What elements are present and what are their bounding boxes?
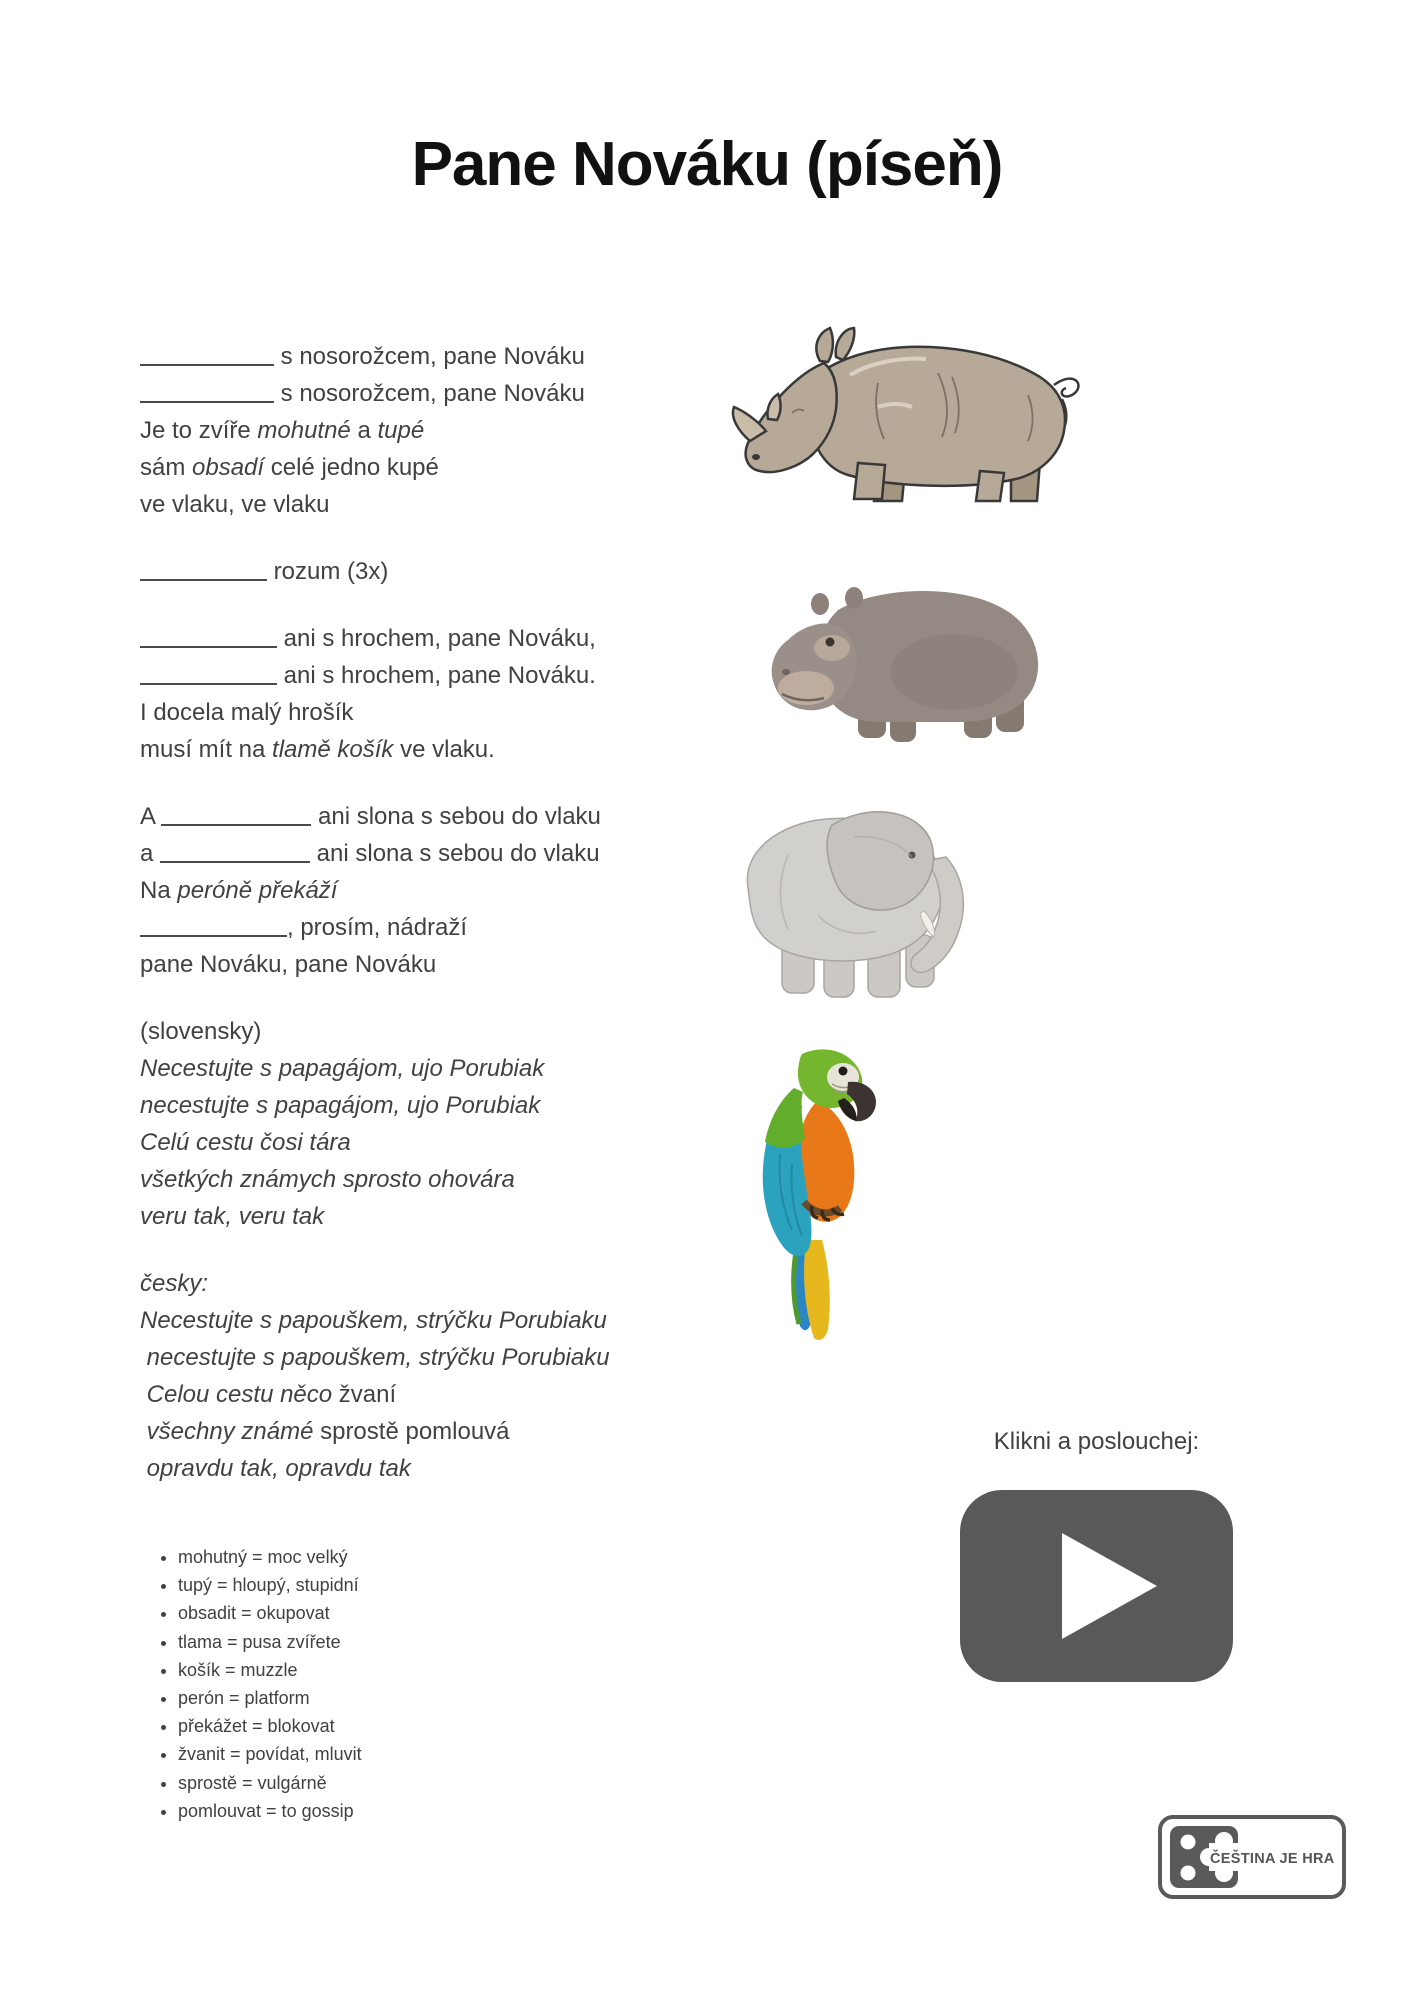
lyric-line <box>140 375 610 412</box>
lyric-text: Necestujte s papagájom, ujo Porubiak <box>140 1055 545 1082</box>
lyric-line <box>140 553 610 590</box>
elephant-image <box>728 795 976 1003</box>
lyric-text: pane Nováku, pane Nováku <box>140 951 437 978</box>
vocab-item: • tlama = pusa zvířete <box>178 1628 362 1656</box>
lyric-text: (slovensky) <box>140 1018 262 1045</box>
lyric-line <box>140 1302 610 1339</box>
parrot-image <box>742 1044 892 1346</box>
lyric-text: A <box>140 803 162 830</box>
lyric-line <box>140 946 610 983</box>
hippo-shading <box>890 634 1018 710</box>
lyric-line <box>140 620 610 657</box>
logo-dot-bottom <box>1181 1866 1196 1881</box>
lyric-line <box>140 1050 610 1087</box>
rhino-nostril <box>752 454 760 460</box>
lyric-text: peróně překáží <box>177 877 338 904</box>
parrot-wing-green <box>765 1088 805 1148</box>
vocab-item: • žvanit = povídat, mluvit <box>178 1740 362 1768</box>
lyric-text: necestujte s papouškem, strýčku Porubiaku <box>140 1344 610 1371</box>
fill-in-blank <box>161 804 311 826</box>
lyric-text: žvaní <box>338 1381 397 1408</box>
fill-in-blank <box>140 626 277 648</box>
lyric-text: necestujte s papagájom, ujo Porubiak <box>140 1092 541 1119</box>
lyric-line <box>140 835 610 872</box>
lyric-text: musí mít na <box>140 736 273 763</box>
hippo-eye <box>826 638 835 647</box>
lyric-text: celé jedno kupé <box>264 454 439 481</box>
lyric-text: ani s hrochem, pane Nováku. <box>277 662 596 689</box>
lyric-text: mohutné <box>257 417 351 444</box>
elephant-ear <box>827 812 933 910</box>
hippo-image <box>768 572 1046 748</box>
lyric-line <box>140 1198 610 1235</box>
play-icon <box>1062 1533 1157 1639</box>
lyric-line <box>140 486 610 523</box>
fill-in-blank <box>140 663 277 685</box>
parrot-eye <box>839 1067 848 1076</box>
lyric-line <box>140 872 610 909</box>
stanza <box>140 553 610 590</box>
lyric-line <box>140 1413 610 1450</box>
lyric-text: tupé <box>377 417 425 444</box>
lyric-text: sprostě pomlouvá <box>320 1418 510 1445</box>
fill-in-blank <box>140 915 287 937</box>
lyric-text: ani s hrochem, pane Nováku, <box>277 625 596 652</box>
lyric-text: I docela malý hrošík <box>140 699 354 726</box>
logo-text: ČEŠTINA JE HRA <box>1210 1851 1335 1867</box>
lyric-text: ani slona s sebou do vlaku <box>310 840 600 867</box>
vocab-item: • tupý = hloupý, stupidní <box>178 1571 362 1599</box>
lyric-line <box>140 1087 610 1124</box>
lyric-text: rozum (3x) <box>267 558 389 585</box>
stanza <box>140 1265 610 1487</box>
listen-label: Klikni a poslouchej: <box>993 1428 1200 1455</box>
rhino-body <box>803 347 1065 486</box>
fill-in-blank <box>160 841 310 863</box>
lyric-text: česky: <box>140 1270 209 1297</box>
stanza <box>140 798 610 983</box>
lyric-line <box>140 1013 610 1050</box>
vocab-item: • perón = platform <box>178 1684 362 1712</box>
lyric-line <box>140 338 610 375</box>
fill-in-blank <box>140 344 274 366</box>
lyric-line <box>140 1161 610 1198</box>
lyric-text: tlamě košík <box>272 736 394 763</box>
lyric-text: Je to zvíře <box>140 417 258 444</box>
lyric-line <box>140 1124 610 1161</box>
hippo-nostril <box>782 669 790 675</box>
vocab-list <box>140 1543 362 1825</box>
lyric-text: všetkých známych sprosto ohovára <box>140 1166 515 1193</box>
lyric-text: obsadí <box>192 454 265 481</box>
vocab-item: • mohutný = moc velký <box>178 1543 362 1571</box>
lyric-text: ani slona s sebou do vlaku <box>311 803 601 830</box>
lyric-text: s nosorožcem, pane Nováku <box>274 380 585 407</box>
lyric-line <box>140 657 610 694</box>
cestina-je-hra-logo[interactable] <box>1157 1813 1349 1901</box>
lyric-text: Necestujte s papouškem, strýčku Porubiaku <box>140 1307 607 1334</box>
stanza <box>140 620 610 768</box>
lyric-line <box>140 449 610 486</box>
lyric-line <box>140 1450 610 1487</box>
lyrics <box>140 338 610 1517</box>
lyric-line <box>140 798 610 835</box>
fill-in-blank <box>140 381 274 403</box>
lyric-text: veru tak, veru tak <box>140 1203 325 1230</box>
stanza <box>140 338 610 523</box>
vocab-item: • obsadit = okupovat <box>178 1599 362 1627</box>
vocab-item: • pomlouvat = to gossip <box>178 1797 362 1825</box>
lyric-text: všechny známé <box>140 1418 321 1445</box>
lyric-text: opravdu tak, opravdu tak <box>140 1455 411 1482</box>
fill-in-blank <box>140 559 267 581</box>
lyric-line <box>140 1265 610 1302</box>
lyric-line <box>140 1339 610 1376</box>
lyric-line <box>140 412 610 449</box>
vocab-item: • překážet = blokovat <box>178 1712 362 1740</box>
vocab-item: • sprostě = vulgárně <box>178 1769 362 1797</box>
page-title: Pane Nováku (píseň) <box>411 130 1003 199</box>
lyric-text: sám <box>140 454 193 481</box>
logo-dot-top <box>1181 1835 1196 1850</box>
lyric-text: a <box>350 417 378 444</box>
rhino-image <box>728 315 1086 507</box>
lyric-text: Na <box>140 877 178 904</box>
vocab-item: • košík = muzzle <box>178 1656 362 1684</box>
lyric-line <box>140 909 610 946</box>
lyric-text: s nosorožcem, pane Nováku <box>274 343 585 370</box>
lyric-line <box>140 731 610 768</box>
lyric-line <box>140 694 610 731</box>
lyric-text: , prosím, nádraží <box>287 914 468 941</box>
youtube-play-button[interactable] <box>960 1490 1233 1682</box>
lyric-text: Celú cestu čosi tára <box>140 1129 351 1156</box>
lyric-text: ve vlaku, ve vlaku <box>140 491 330 518</box>
stanza <box>140 1013 610 1235</box>
lyric-text: ve vlaku. <box>393 736 495 763</box>
parrot-beak-lower <box>838 1098 856 1121</box>
lyric-line <box>140 1376 610 1413</box>
lyric-text: a <box>140 840 161 867</box>
lyric-text: Celou cestu něco <box>140 1381 339 1408</box>
